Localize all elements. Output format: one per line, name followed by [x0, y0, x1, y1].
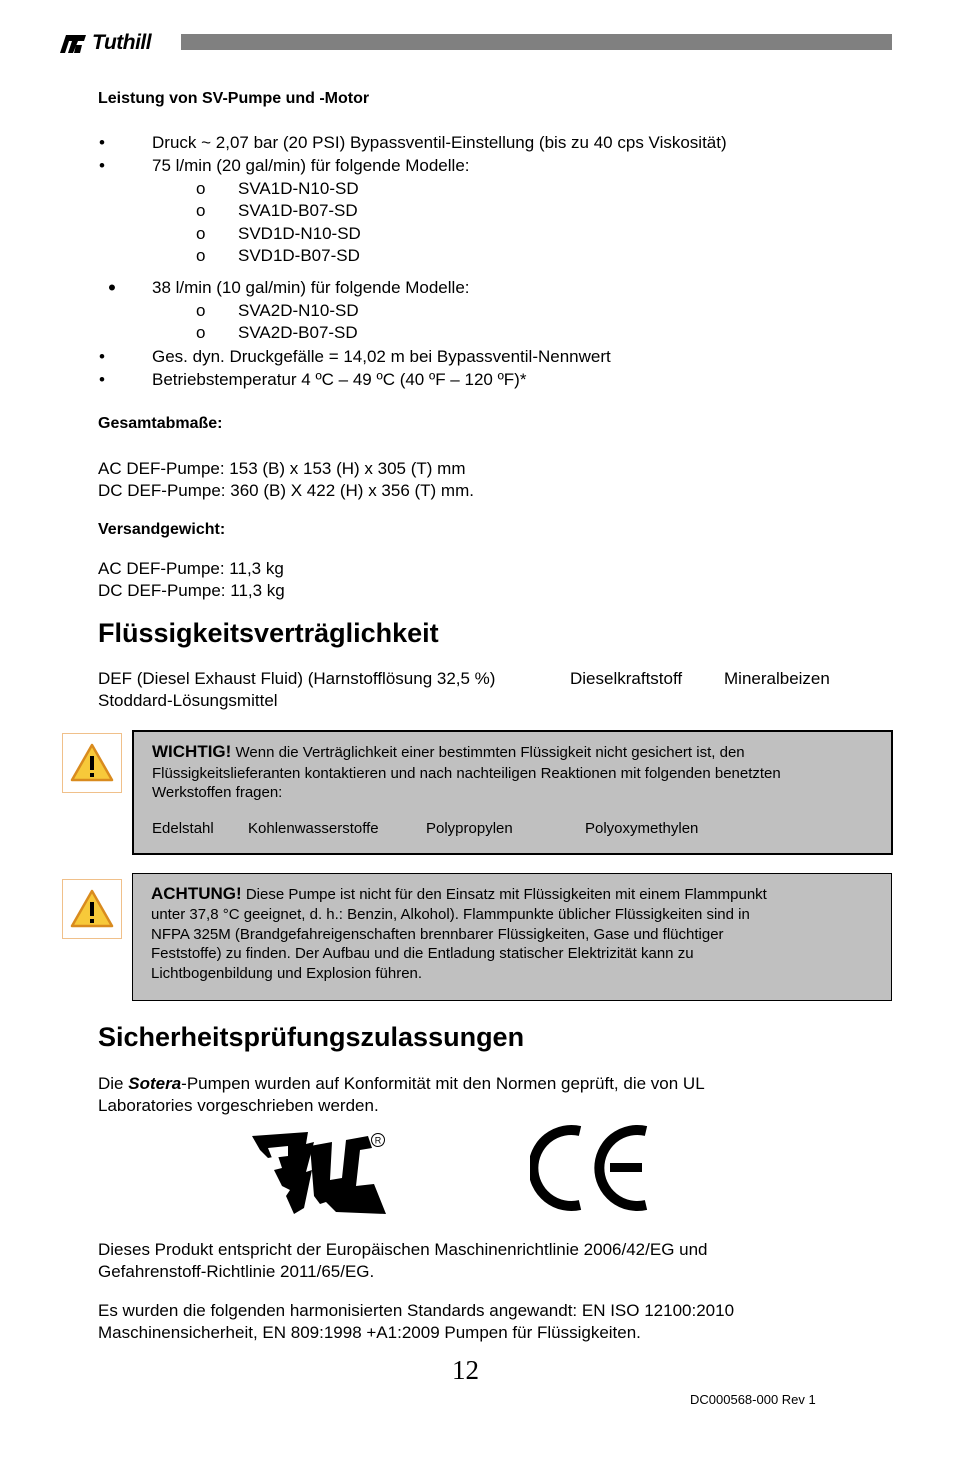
- warning-triangle-icon: [62, 733, 122, 793]
- fluid-item: Stoddard-Lösungsmittel: [98, 691, 278, 710]
- header-bar: [181, 34, 892, 50]
- fluid-item: Dieselkraftstoff: [570, 669, 683, 688]
- bullet-dot: •: [99, 370, 105, 389]
- sub-list-item: o SVD1D-N10-SD: [196, 224, 361, 243]
- warning-triangle-icon: [62, 879, 122, 939]
- bullet-dot: •: [99, 156, 105, 175]
- directive-text: Gefahrenstoff-Richtlinie 2011/65/EG.: [98, 1262, 375, 1281]
- svg-text:R: R: [374, 1135, 382, 1146]
- caution-text: unter 37,8 °C geeignet, d. h.: Benzin, Alkohol). Flammpunkte üblicher Flüssigkeiten sind in: [151, 906, 750, 923]
- tuthill-logo: [58, 30, 170, 56]
- weight-dc: DC DEF-Pumpe: 11,3 kg: [98, 581, 285, 600]
- bullet-dot: •: [99, 347, 105, 366]
- dimensions-ac: AC DEF-Pumpe: 153 (B) x 153 (H) x 305 (T) mm: [98, 459, 466, 478]
- standards-text: Maschinensicherheit, EN 809:1998 +A1:2009 Pumpen für Flüssigkeiten.: [98, 1323, 641, 1342]
- safety-heading: Sicherheitsprüfungszulassungen: [98, 1022, 525, 1052]
- sub-list-item: o SVA2D-N10-SD: [196, 301, 359, 320]
- dimensions-dc: DC DEF-Pumpe: 360 (B) X 422 (H) x 356 (T) mm.: [98, 481, 474, 500]
- performance-heading: Leistung von SV-Pumpe und -Motor: [98, 90, 370, 107]
- dimensions-heading: Gesamtabmaße:: [98, 415, 223, 432]
- material-item: Polypropylen: [426, 820, 513, 837]
- safety-intro-line2: Laboratories vorgeschrieben werden.: [98, 1096, 379, 1115]
- page-number: 12: [452, 1355, 479, 1385]
- caution-text: Feststoffe) zu finden. Der Aufbau und die Entladung statischer Elektrizität kann zu: [151, 945, 694, 962]
- directive-text: Dieses Produkt entspricht der Europäischen Maschinenrichtlinie 2006/42/EG und: [98, 1240, 708, 1259]
- caution-label: ACHTUNG!: [151, 884, 242, 903]
- safety-intro: Die Sotera-Pumpen wurden auf Konformität mit den Normen geprüft, die von UL: [98, 1074, 705, 1093]
- fluid-item: Mineralbeizen: [724, 669, 830, 688]
- sub-list-item: o SVA1D-B07-SD: [196, 201, 358, 220]
- compatibility-heading: Flüssigkeitsverträglichkeit: [98, 618, 439, 648]
- important-note: [132, 730, 893, 855]
- caution-note: [132, 873, 892, 1001]
- weight-ac: AC DEF-Pumpe: 11,3 kg: [98, 559, 284, 578]
- important-text: Flüssigkeitslieferanten kontaktieren und nach nachteiligen Reaktionen mit folgenden benetzten: [152, 765, 781, 782]
- material-item: Polyoxymethylen: [585, 820, 699, 837]
- material-item: Edelstahl: [152, 820, 214, 837]
- brand-name: Sotera: [128, 1074, 182, 1093]
- bullet-dot: •: [108, 275, 116, 300]
- important-label: WICHTIG!: [152, 742, 232, 761]
- bullet-dot: •: [99, 133, 105, 152]
- caution-text: NFPA 325M (Brandgefahreigenschaften brennbarer Flüssigkeiten, Gase und flüchtiger: [151, 926, 724, 943]
- caution-text: Lichtbogenbildung und Explosion führen.: [151, 965, 423, 982]
- sub-list-item: o SVA1D-N10-SD: [196, 179, 359, 198]
- weight-heading: Versandgewicht:: [98, 521, 226, 538]
- sub-list-item: o SVD1D-B07-SD: [196, 246, 360, 265]
- ul-mark-icon: [248, 1130, 390, 1220]
- document-id: DC000568-000 Rev 1: [690, 1392, 816, 1407]
- caution-text: Diese Pumpe ist nicht für den Einsatz mit Flüssigkeiten mit einem Flammpunkt: [241, 886, 767, 903]
- standards-text: Es wurden die folgenden harmonisierten Standards angewandt: EN ISO 12100:2010: [98, 1301, 735, 1320]
- sub-list-item: o SVA2D-B07-SD: [196, 323, 358, 342]
- ce-mark-icon: [530, 1123, 654, 1213]
- logo-text: Tuthill: [92, 31, 152, 54]
- tuthill-logo-icon: [58, 31, 90, 55]
- material-item: Kohlenwasserstoffe: [248, 820, 379, 837]
- important-text: Wenn die Verträglichkeit einer bestimmten Flüssigkeit nicht gesichert ist, den: [231, 744, 745, 761]
- important-text: Werkstoffen fragen:: [152, 784, 283, 801]
- fluid-item: DEF (Diesel Exhaust Fluid) (Harnstofflösung 32,5 %): [98, 669, 496, 688]
